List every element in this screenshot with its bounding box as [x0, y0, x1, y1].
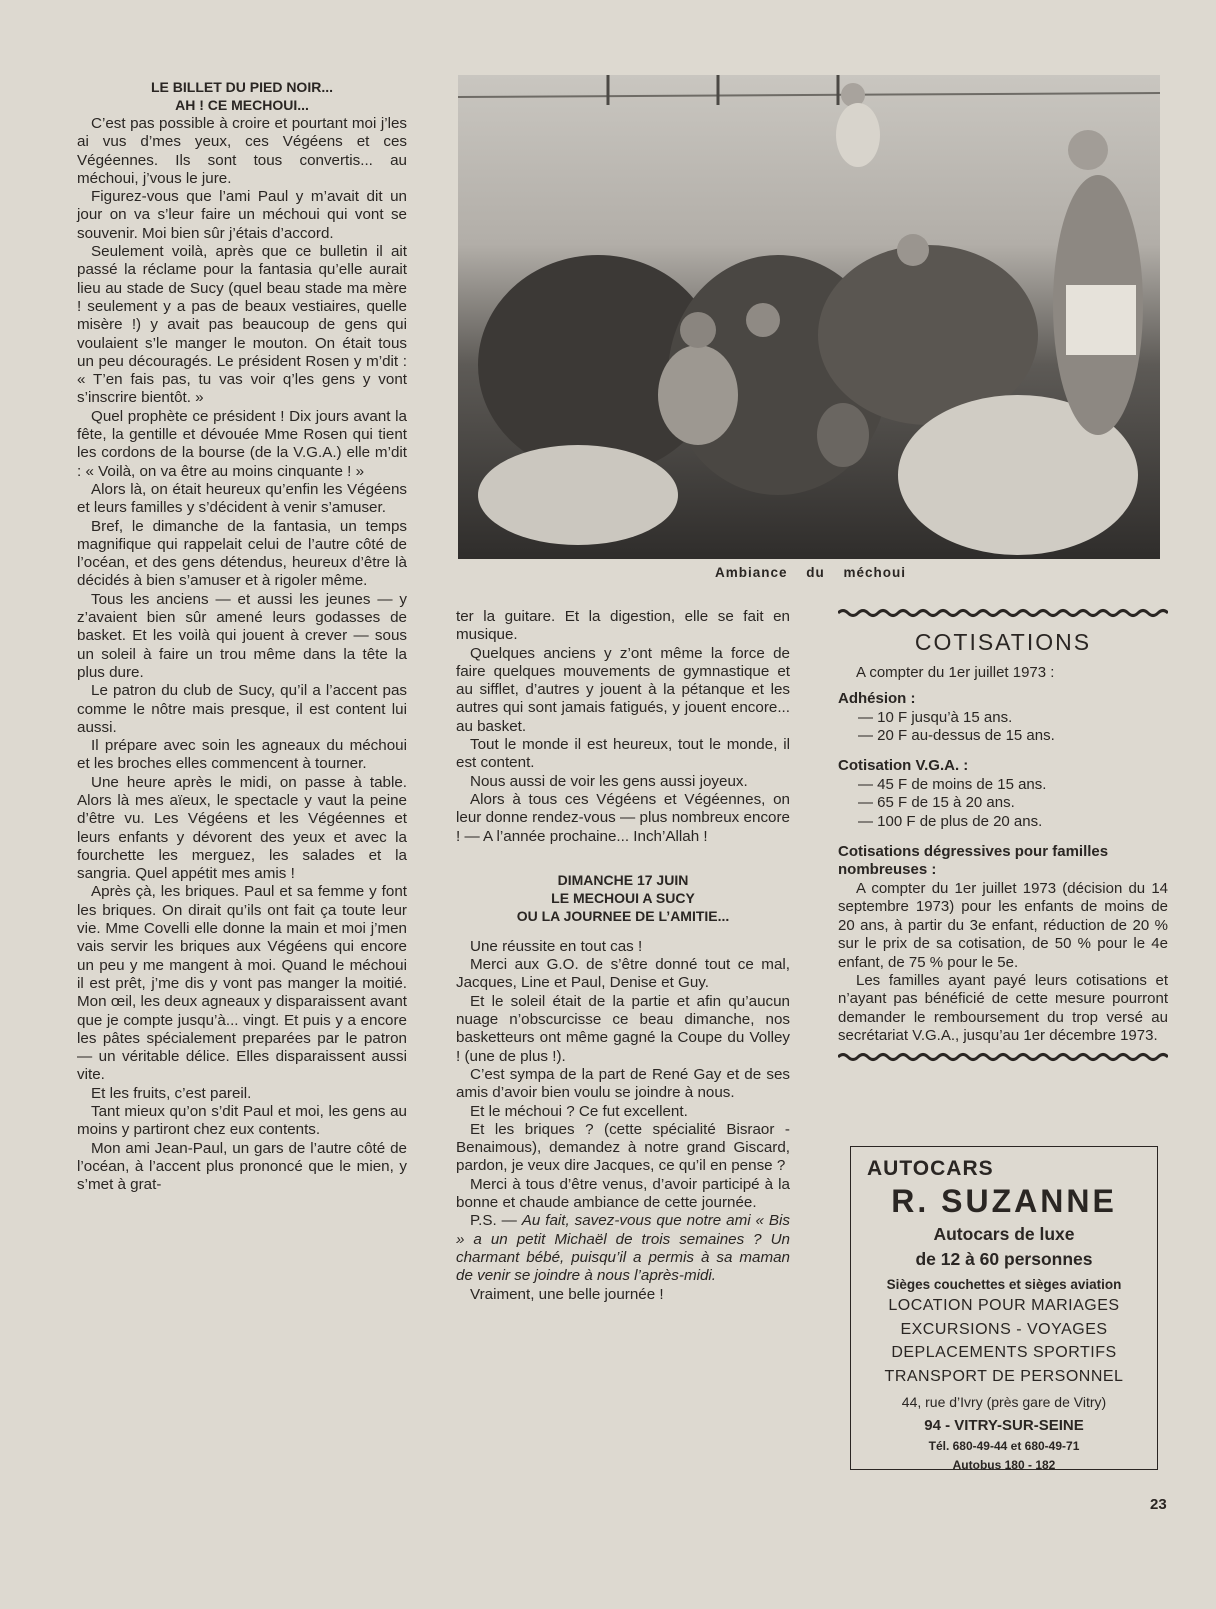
autocars-advertisement: [850, 1146, 1158, 1470]
refund-text: Les familles ayant payé leurs cotisations et n’ayant pas bénéficié de cette mesure pourront demander le remboursement du trop versé au secrétariat V.G.A., jusqu’au 1er décembre 1973.: [838, 971, 1168, 1045]
left-paragraph: Le patron du club de Sucy, qu’il a l’accent pas comme le nôtre mais presque, il est content lui aussi.: [77, 682, 407, 736]
article-title-1: LE BILLET DU PIED NOIR...: [150, 79, 333, 95]
ps-text: Au fait, savez-vous que notre ami « Bis » a un petit Michaël de trois semaines ? Un charmant bébé, puisqu’il a permis à sa maman de venir se joindre à nous l’après-midi.: [456, 1212, 790, 1285]
article2-title-1: DIMANCHE 17 JUIN: [557, 871, 689, 888]
vga-item: — 65 F de 15 à 20 ans.: [858, 794, 1015, 812]
mid-paragraph: Tout le monde il est heureux, tout le monde, il est content.: [456, 736, 790, 772]
mid-paragraph: Quelques anciens y z’ont même la force de faire quelques mouvements de gymnastique et au sifflet, d’autres y jouent à la pétanque et les autres qui sont jamais fatigués, y jouent encore... au basket.: [456, 644, 790, 735]
mid-paragraph: Alors à tous ces Végéens et Végéennes, on leur donne rendez-vous — plus nombreux encore ! — A l’année prochaine... Inch’Allah !: [456, 790, 790, 845]
ad-seats: Sièges couchettes et sièges aviation: [886, 1277, 1122, 1292]
ad-bus: Autobus 180 - 182: [952, 1458, 1056, 1472]
left-paragraph: Seulement voilà, après que ce bulletin il ait passé la réclame pour la fantasia qu’elle aurait lieu au stade de Sucy (quel beau stade ma mère ! seulement y a pas de beaux vestiaires, quelle misère !) y avait pas beaucoup de gens qui voulaient s’le manger le mouton. On était tous un peu découragés. Le président Rosen y m’dit : « T’en fais pas, tu vas voir q’les gens y vont s’inscrire bientôt. »: [77, 243, 407, 407]
mid-paragraph: Vraiment, une belle journée !: [470, 1285, 664, 1303]
article-title-2: AH ! CE MECHOUI...: [175, 97, 309, 113]
mid-paragraph: Et les briques ? (cette spécialité Bisraor - Benaimous), demandez à notre grand Giscard, pardon, je veux dire Jacques, ce qu’il en pense ?: [456, 1120, 790, 1175]
mid-paragraph: ter la guitare. Et la digestion, elle se fait en musique.: [456, 608, 790, 644]
left-paragraph: Mon ami Jean-Paul, un gars de l’autre côté de l’océan, à l’accent plus prononcé que le mien, y s’met à grat-: [77, 1139, 407, 1194]
mid-paragraph: Une réussite en tout cas !: [470, 937, 643, 955]
ad-company-name: R. SUZANNE: [891, 1183, 1117, 1219]
photo-caption: Ambiance du méchoui: [715, 565, 907, 580]
mechoui-photo: [458, 75, 1160, 559]
left-paragraph: Figurez-vous que l’ami Paul y m’avait dit un jour on va s’leur faire un méchoui qui vont se souvenir. Moi bien sûr j’étais d’accord.: [77, 188, 407, 242]
left-paragraph: Quel prophète ce président ! Dix jours avant la fête, la gentille et dévouée Mme Rosen qui tient les cordons de la bourse (de la V.G.A.) elle m’dit : « Voilà, on va être au moins cinquante ! »: [77, 407, 407, 480]
left-paragraph: Et les fruits, c’est pareil.: [91, 1084, 252, 1102]
ad-tagline-1: Autocars de luxe: [933, 1224, 1075, 1244]
degressive-title: Cotisations dégressives pour familles nombreuses :: [838, 843, 1109, 879]
vga-item: — 45 F de moins de 15 ans.: [858, 775, 1047, 793]
cotisations-title: COTISATIONS: [914, 629, 1092, 656]
adhesion-title: Adhésion :: [838, 690, 916, 708]
degressive-text: A compter du 1er juillet 1973 (décision du 14 septembre 1973) pour les enfants de moins de 20 ans, à partir du 3e enfant, réduction de 20 % sur le prix de sa cotisation, de 50 % pour le 4e enfant, de 75 % pour le 5e.: [838, 879, 1168, 971]
postscript: [456, 1212, 790, 1285]
left-paragraph: Il prépare avec soin les agneaux du méchoui et les broches elles commencent à tourner.: [77, 737, 407, 773]
left-paragraph: Alors là, on était heureux qu’enfin les Végéens et leurs familles y s’décident à venir s’amuser.: [77, 480, 407, 517]
vga-title: Cotisation V.G.A. :: [838, 757, 969, 775]
page-number: 23: [1150, 1496, 1167, 1513]
ad-autocars: AUTOCARS: [867, 1157, 994, 1180]
mid-paragraph: Et le soleil était de la partie et afin qu’aucun nuage n’obscurcisse ce beau dimanche, nos basketteurs ont même gagné la Coupe du Volley ! (une de plus !).: [456, 992, 790, 1065]
adhesion-item: — 10 F jusqu’à 15 ans.: [858, 708, 1013, 726]
cotisations-box: [838, 605, 1168, 1067]
mid-paragraph: Et le méchoui ? Ce fut excellent.: [470, 1102, 688, 1120]
left-paragraph: Une heure après le midi, on passe à table. Alors là mes aïeux, le spectacle y vaut la peine d’être vu. Les Végéens et les Végéennes et leurs enfants y dévorent des yeux et avec la fourchette les merguez, les salades et la sangria. Quel appétit mes amis !: [77, 773, 407, 883]
ad-address: 44, rue d’Ivry (près gare de Vitry): [901, 1394, 1107, 1410]
left-paragraph: Tous les anciens — et aussi les jeunes — y z’avaient bien sûr amené leurs godasses de basket. Et les voilà qui jouent à crever — sous un soleil à faire un trou même dans la tête la plus dure.: [77, 590, 407, 681]
mid-paragraph: Nous aussi de voir les gens aussi joyeux.: [470, 772, 748, 790]
mid-paragraph: Merci aux G.O. de s’être donné tout ce mal, Jacques, Line et Paul, Denise et Guy.: [456, 956, 790, 992]
vga-item: — 100 F de plus de 20 ans.: [858, 812, 1043, 830]
article2-title-2: LE MECHOUI A SUCY: [551, 889, 695, 906]
cotisations-intro: A compter du 1er juillet 1973 :: [856, 663, 1055, 681]
ps-label: P.S. —: [470, 1212, 517, 1230]
left-paragraph: Tant mieux qu’on s’dit Paul et moi, les gens au moins y partiront chez eux contents.: [77, 1103, 407, 1139]
article2-title-3: OU LA JOURNEE DE L’AMITIE...: [516, 907, 730, 924]
ad-service: DEPLACEMENTS SPORTIFS: [891, 1344, 1117, 1361]
left-paragraph: Après çà, les briques. Paul et sa femme y font les briques. On dirait qu’ils ont fait ça toute leur vie. Mme Covelli elle donne la main et moi j’men vais servir les briques aux Végéens qui encore un peu y me mangent à moi. Quand le méchoui il est prêt, j’me dis y vont pas manger la moitié. Mon œil, les deux agneaux y disparaissent avant que je compte jusqu’à... vingt. Et puis y a encore les pâtes spécialement preparées par le patron — un véritable délice. Elles disparaissent aussi vite.: [77, 883, 407, 1084]
wavy-divider-top: [838, 608, 1168, 618]
ad-city: 94 - VITRY-SUR-SEINE: [924, 1417, 1084, 1434]
left-paragraph: C’est pas possible à croire et pourtant moi j’les ai vus d’mes yeux, ces Végéens et ces Végéennes. Ils sont tous convertis... au méchoui, j’vous le jure.: [77, 115, 407, 187]
left-paragraph: Bref, le dimanche de la fantasia, un temps magnifique qui rappelait celui de l’autre côté de l’océan, et des gens détendus, heureux d’être là décidés à bien s’amuser et à rigoler même.: [77, 517, 407, 590]
mid-paragraph: Merci à tous d’être venus, d’avoir participé à la bonne et chaude ambiance de cette journée.: [456, 1175, 790, 1212]
ad-service: EXCURSIONS - VOYAGES: [900, 1320, 1108, 1338]
left-column: [77, 79, 407, 1195]
ad-service: TRANSPORT DE PERSONNEL: [884, 1367, 1124, 1385]
wavy-divider-bottom: [838, 1052, 1168, 1062]
adhesion-item: — 20 F au-dessus de 15 ans.: [858, 727, 1055, 745]
ad-tagline-2: de 12 à 60 personnes: [915, 1249, 1093, 1269]
ad-telephone: Tél. 680-49-44 et 680-49-71: [928, 1439, 1080, 1453]
ad-service: LOCATION POUR MARIAGES: [888, 1297, 1120, 1314]
mid-paragraph: C’est sympa de la part de René Gay et de ses amis d’avoir bien voulu se joindre à nous.: [456, 1065, 790, 1102]
middle-column: [456, 608, 790, 1304]
photo-image: [458, 75, 1160, 559]
